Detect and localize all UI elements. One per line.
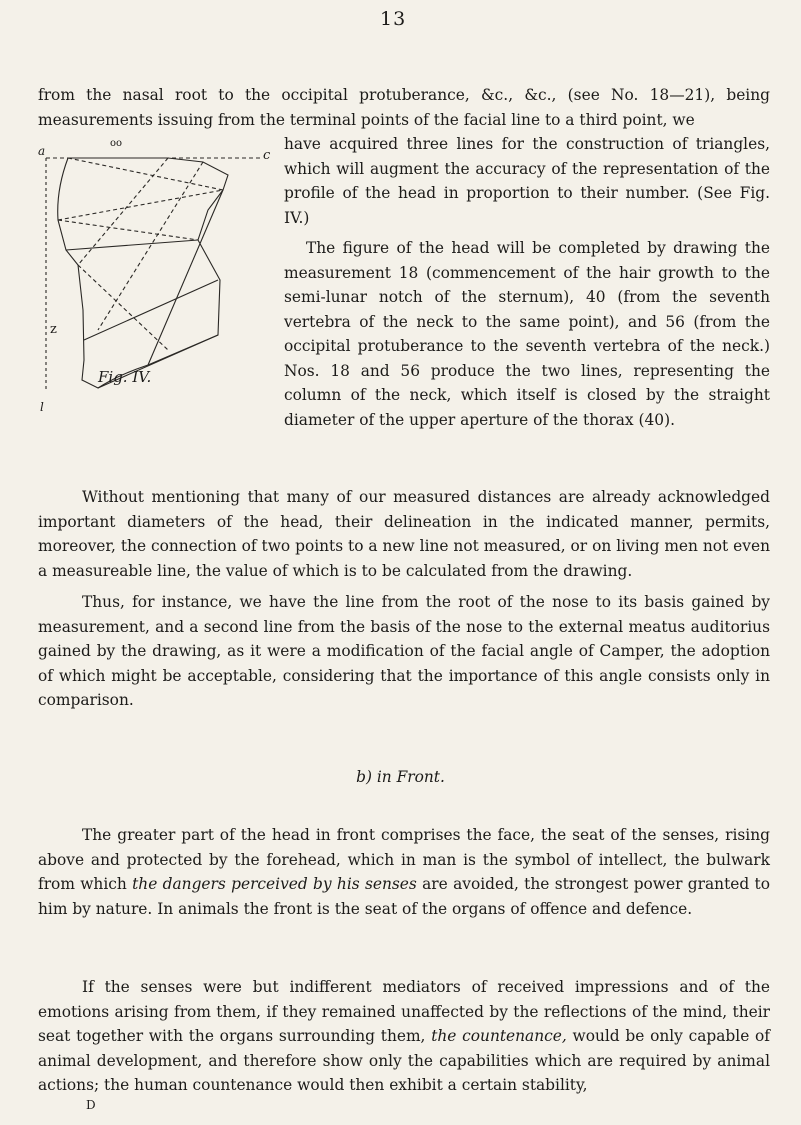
label-oo: oo: [110, 138, 123, 149]
section-heading: b) in Front.: [356, 768, 445, 786]
paragraph-greater: [38, 823, 770, 921]
figure-iv: [38, 138, 278, 470]
label-z: z: [50, 322, 57, 337]
side-text-1: have acquired three lines for the construction of triangles, which will augment the accuracy of the representation of the profile of the head in proportion to their number. (See Fig. IV.): [284, 135, 770, 227]
ifsenses-text-a: If the senses were but indifferent mediators of received impressions and of the emotions arising from them, if they remained unaffected by the reflections of the mind, their seat together with the organs surrounding them,: [38, 978, 770, 1045]
label-a: a: [38, 144, 46, 158]
head-profile-diagram: [38, 150, 278, 470]
side-text-2: The figure of the head will be completed by drawing the measurement 18 (commencement of the hair growth to the semi-lunar notch of the sternum), 40 (from the seventh vertebra of the neck to the same point), and 56 (from the occipital protuberance to the seventh vertebra of the neck.) Nos. 18 and 56 produce the two lines, representing the column of the neck, which itself is closed by the straight diameter of the upper aperture of the thorax (40).: [284, 239, 770, 429]
greater-text-a: The greater part of the head in front comprises the face, the seat of the senses, rising above and protected by the forehead, which in man is the symbol of intellect, the bulwark from which: [38, 826, 770, 893]
intro-text: from the nasal root to the occipital protuberance, &c., &c., (see No. 18—21), being measurements issuing from the terminal points of the facial line to a third point, we: [38, 86, 770, 129]
paragraph-intro: [38, 83, 770, 132]
thus-text: Thus, for instance, we have the line from the root of the nose to its basis gained by measurement, and a second line from the basis of the nose to the external meatus auditorius gained by the drawing, as it were a modification of the facial angle of Camper, the adoption of which might be acceptable, considering that the importance of this angle consists only in comparison.: [38, 593, 770, 709]
figure-caption: Fig. IV.: [98, 368, 152, 386]
paragraph-thus: [38, 590, 770, 713]
label-l: l: [40, 400, 44, 414]
ifsenses-text-b: would be only capable of animal development, and therefore show only the capabilities which are required by animal actions; the human countenance would then exhibit a certain stability,: [38, 1027, 771, 1094]
signature-mark: D: [86, 1098, 96, 1112]
greater-text-b: are avoided, the strongest power granted to him by nature. In animals the front is the seat of the organs of offence and defence.: [38, 875, 770, 918]
greater-text-emphasis: the dangers perceived by his senses: [132, 875, 417, 893]
without-text: Without mentioning that many of our measured distances are already acknowledged important diameters of the head, their delineation in the indicated manner, permits, moreover, the connection of two points to a new line not measured, or on living men not even a measureable line, the value of which is to be calculated from the drawing.: [38, 488, 770, 580]
ifsenses-text-emphasis: the countenance,: [431, 1027, 567, 1045]
paragraph-ifsenses: [38, 975, 770, 1098]
ifsenses-text: [38, 975, 770, 1098]
paragraph-without: [38, 485, 770, 583]
label-c: c: [263, 148, 271, 163]
greater-text: [38, 823, 770, 921]
page-number: 13: [380, 8, 407, 30]
side-column: [284, 132, 770, 432]
